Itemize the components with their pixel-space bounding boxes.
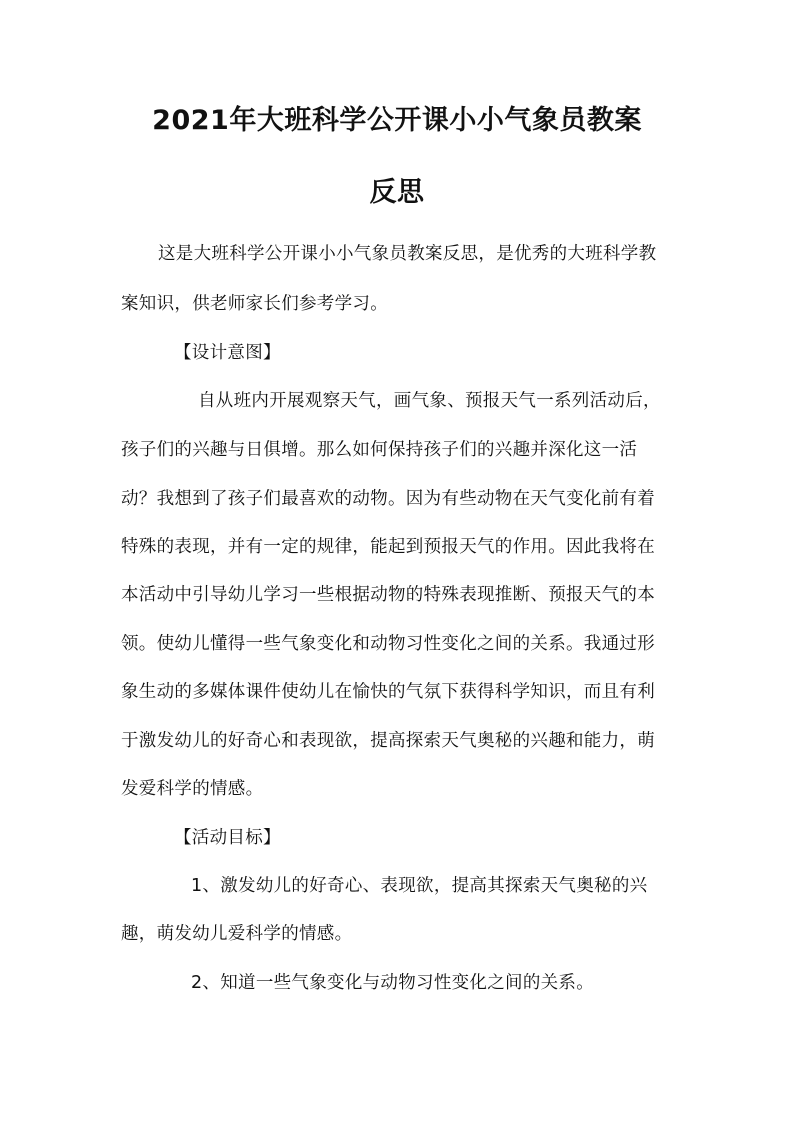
body-line: 发爱科学的情感。: [121, 779, 264, 799]
body-line: 孩子们的兴趣与日俱增。那么如何保持孩子们的兴趣并深化这一活: [121, 440, 638, 460]
body-line: 本活动中引导幼儿学习一些根据动物的特殊表现推断、预报天气的本: [121, 585, 655, 605]
body-line: 案知识，供老师家长们参考学习。: [121, 294, 388, 314]
goal-item-1: 1、激发幼儿的好奇心、表现欲，提高其探索天气奥秘的兴: [191, 876, 648, 896]
section-heading-design-intent: 【设计意图】: [174, 343, 281, 363]
document-title-line-2: 反思: [369, 177, 425, 208]
body-line: 领。使幼儿懂得一些气象变化和动物习性变化之间的关系。我通过形: [121, 634, 655, 654]
section-heading-activity-goals: 【活动目标】: [174, 828, 281, 848]
body-line: 于激发幼儿的好奇心和表现欲，提高探索天气奥秘的兴趣和能力，萌: [121, 731, 655, 751]
body-line: 动？我想到了孩子们最喜欢的动物。因为有些动物在天气变化前有着: [121, 489, 655, 509]
goal-item-1-continued: 趣，萌发幼儿爱科学的情感。: [121, 924, 353, 944]
document-title-line-1: 2021年大班科学公开课小小气象员教案: [152, 105, 642, 136]
body-line: 这是大班科学公开课小小气象员教案反思，是优秀的大班科学教: [158, 244, 657, 264]
body-line: 自从班内开展观察天气，画气象、预报天气一系列活动后，: [198, 391, 661, 411]
body-line: 特殊的表现，并有一定的规律，能起到预报天气的作用。因此我将在: [121, 537, 655, 557]
goal-item-2: 2、知道一些气象变化与动物习性变化之间的关系。: [191, 973, 595, 993]
body-line: 象生动的多媒体课件使幼儿在愉快的气氛下获得科学知识，而且有利: [121, 682, 655, 702]
